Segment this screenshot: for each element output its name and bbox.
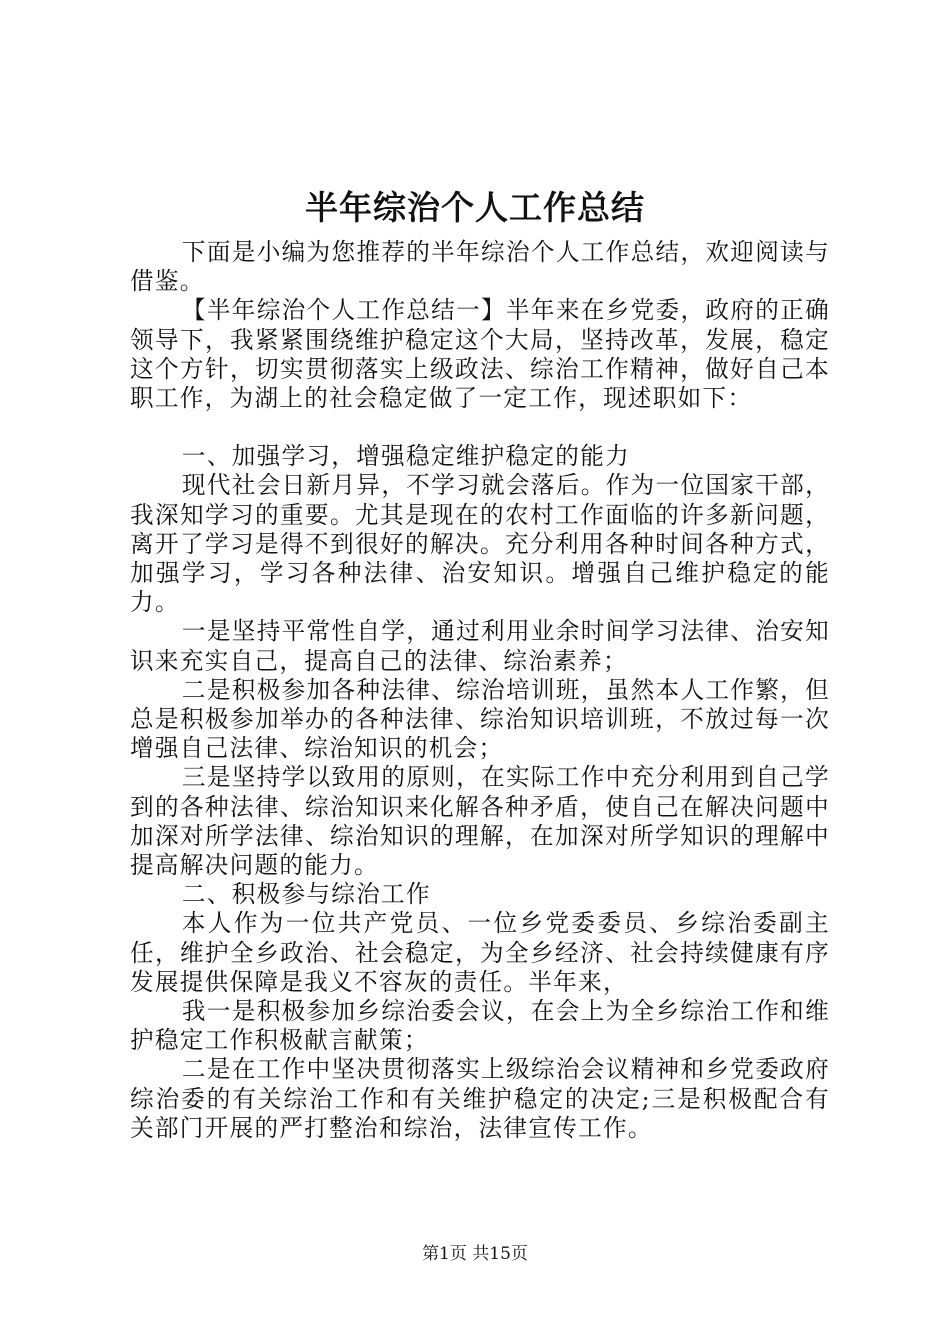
- section-heading-2: 二、积极参与综治工作: [181, 880, 431, 909]
- paragraph-summary-one: 【半年综治个人工作总结一】半年来在乡党委，政府的正确领导下，我紧紧围绕维护稳定这个大局，坚持改革，发展，稳定这个方针，切实贯彻落实上级政法、综治工作精神，做好自己本职工作，为湖上的社会稳定做了一定工作，现述职如下：: [130, 296, 830, 413]
- paragraph: 二是积极参加各种法律、综治培训班，虽然本人工作繁，但总是积极参加举办的各种法律、综治知识培训班，不放过每一次增强自己法律、综治知识的机会；: [130, 675, 830, 763]
- paragraph: 一是坚持平常性自学，通过利用业余时间学习法律、治安知识来充实自己，提高自己的法律、综治素养；: [130, 617, 830, 675]
- section-heading-1: 一、加强学习，增强稳定维护稳定的能力: [181, 442, 630, 471]
- paragraph: 本人作为一位共产党员、一位乡党委委员、乡综治委副主任，维护全乡政治、社会稳定，为全乡经济、社会持续健康有序发展提供保障是我义不容灰的责任。半年来，: [130, 909, 830, 996]
- document-title: 半年综治个人工作总结: [305, 188, 645, 227]
- document-body: [130, 238, 830, 1143]
- page-number-footer: 第1页 共15页: [422, 1244, 528, 1264]
- paragraph: 三是坚持学以致用的原则，在实际工作中充分利用到自己学到的各种法律、综治知识来化解各种矛盾，使自己在解决问题中加深对所学法律、综治知识的理解，在加深对所学知识的理解中提高解决问题的能力。: [130, 763, 830, 880]
- paragraph: 二是在工作中坚决贯彻落实上级综治会议精神和乡党委政府综治委的有关综治工作和有关维护稳定的决定;三是积极配合有关部门开展的严打整治和综治，法律宣传工作。: [130, 1055, 830, 1142]
- paragraph-intro: 下面是小编为您推荐的半年综治个人工作总结，欢迎阅读与借鉴。: [130, 238, 830, 296]
- paragraph: 现代社会日新月异，不学习就会落后。作为一位国家干部，我深知学习的重要。尤其是现在的农村工作面临的许多新问题，离开了学习是得不到很好的解决。充分利用各种时间各种方式，加强学习，学习各种法律、治安知识。增强自己维护稳定的能力。: [130, 471, 830, 617]
- paragraph: 我一是积极参加乡综治委会议，在会上为全乡综治工作和维护稳定工作积极献言献策；: [130, 997, 830, 1055]
